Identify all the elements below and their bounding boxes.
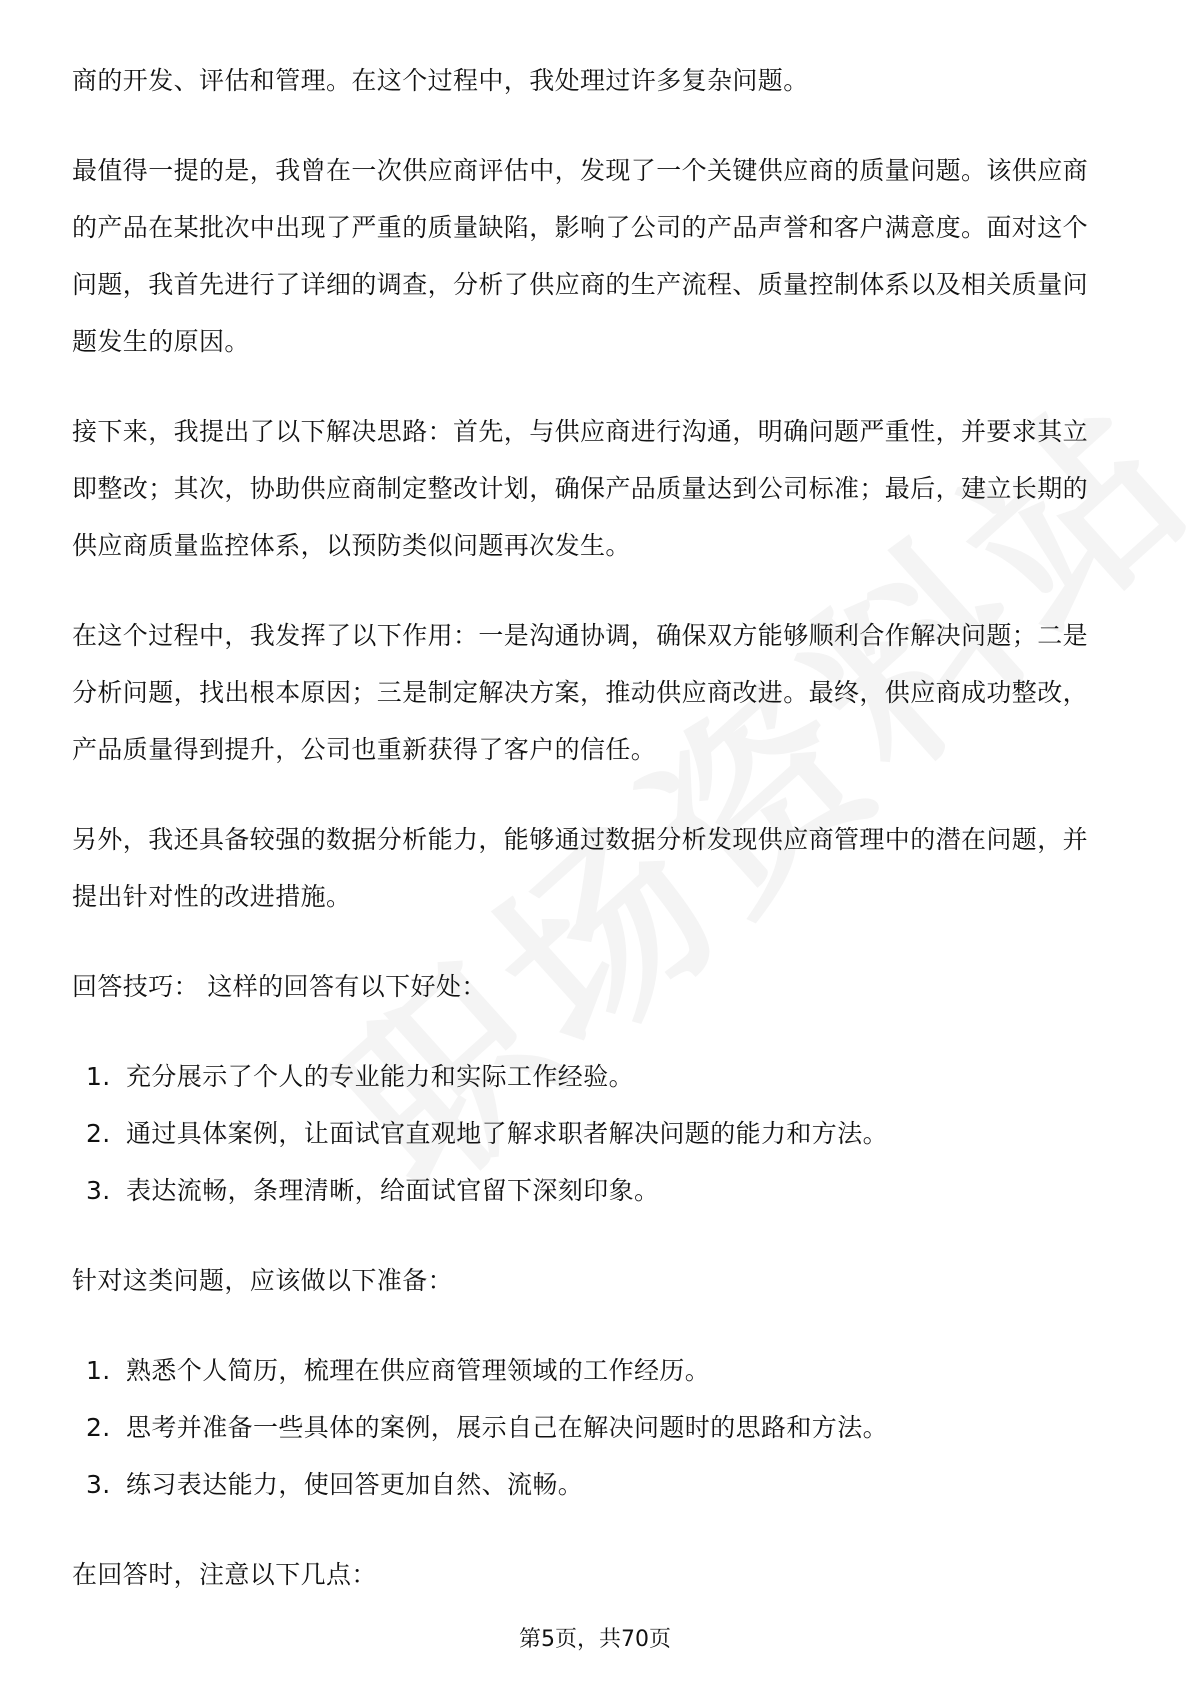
list-item-text: 思考并准备一些具体的案例，展示自己在解决问题时的思路和方法。 <box>126 1413 889 1442</box>
paragraph-data-analysis: 另外，我还具备较强的数据分析能力，能够通过数据分析发现供应商管理中的潜在问题，并提出针对性的改进措施。 <box>72 825 1089 911</box>
list-item <box>72 1342 1112 1399</box>
benefits-list <box>72 1048 1112 1219</box>
list-item-text: 熟悉个人简历，梳理在供应商管理领域的工作经历。 <box>126 1356 711 1385</box>
list-item-number: 1. <box>86 1062 111 1091</box>
paragraph-supplier-issue: 最值得一提的是，我曾在一次供应商评估中，发现了一个关键供应商的质量问题。该供应商的产品在某批次中出现了严重的质量缺陷，影响了公司的产品声誉和客户满意度。面对这个问题，我首先进行了详细的调查，分析了供应商的生产流程、质量控制体系以及相关质量问题发生的原因。 <box>72 156 1089 356</box>
paragraph-answer-tips: 回答技巧： 这样的回答有以下好处： <box>72 972 487 1001</box>
list-item-number: 1. <box>86 1356 111 1385</box>
list-item-text: 通过具体案例，让面试官直观地了解求职者解决问题的能力和方法。 <box>126 1119 889 1148</box>
list-item-number: 2. <box>86 1413 111 1442</box>
list-item <box>72 1105 1112 1162</box>
list-item-number: 2. <box>86 1119 111 1148</box>
paragraph-preparation: 针对这类问题，应该做以下准备： <box>72 1266 454 1295</box>
document-body <box>72 52 1112 1636</box>
paragraph-solution-approach: 接下来，我提出了以下解决思路：首先，与供应商进行沟通，明确问题严重性，并要求其立即整改；其次，协助供应商制定整改计划，确保产品质量达到公司标准；最后，建立长期的供应商质量监控体系，以预防类似问题再次发生。 <box>72 417 1089 560</box>
list-item <box>72 1162 1112 1219</box>
list-item <box>72 1456 1112 1513</box>
page-footer <box>0 1622 1190 1653</box>
list-item <box>72 1048 1112 1105</box>
list-item-text: 表达流畅，条理清晰，给面试官留下深刻印象。 <box>126 1176 660 1205</box>
list-item <box>72 1399 1112 1456</box>
paragraph-role-played: 在这个过程中，我发挥了以下作用：一是沟通协调，确保双方能够顺利合作解决问题；二是分析问题，找出根本原因；三是制定解决方案，推动供应商改进。最终，供应商成功整改，产品质量得到提升，公司也重新获得了客户的信任。 <box>72 621 1089 764</box>
paragraph-notes-intro: 在回答时，注意以下几点： <box>72 1560 377 1589</box>
list-item-number: 3. <box>86 1176 111 1205</box>
preparation-list <box>72 1342 1112 1513</box>
list-item-number: 3. <box>86 1470 111 1499</box>
paragraph-intro-continuation: 商的开发、评估和管理。在这个过程中，我处理过许多复杂问题。 <box>72 66 809 95</box>
page-number-label: 第5页，共70页 <box>519 1627 671 1652</box>
list-item-text: 充分展示了个人的专业能力和实际工作经验。 <box>126 1062 635 1091</box>
list-item-text: 练习表达能力，使回答更加自然、流畅。 <box>126 1470 584 1499</box>
